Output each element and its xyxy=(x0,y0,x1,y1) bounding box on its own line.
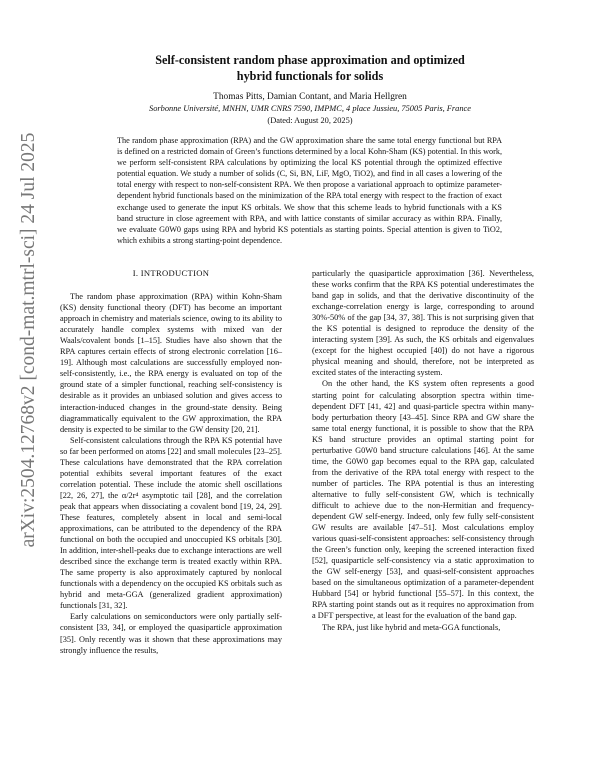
arxiv-stamp xyxy=(14,60,44,620)
abstract: The random phase approximation (RPA) and the GW approximation share the same total energy functional but RPA is defined on a restricted domain of Green’s functions determined by a local Kohn-Sham (KS) potential. In this work, we perform self-consistent RPA calculations by optimizing the local KS potential through the optimized effective potential equation. We study a number of solids (C, Si, BN, LiF, MgO, TiO2), and find in all cases a lowering of the total energy with respect to non-self-consistent RPA. We then propose a variational approach to optimize parameter-dependent hybrid functionals based on the minimization of the RPA total energy with respect to the fraction of exact exchange used to generate the input KS orbitals. We show that this scheme leads to hybrid functionals with a KS band structure in close agreement with RPA, and with lattice constants of similar accuracy as within RPA. Finally, we evaluate G0W0 gaps using RPA and hybrid KS potentials as starting points. Special attention is given to TiO2, which exhibits a strong starting-point dependence. xyxy=(117,136,502,245)
paragraph: Early calculations on semiconductors were only partially self-consistent [33, 34], or employed the quasiparticle approximation [35]. Only recently was it shown that these approximations may strongly influence the results, xyxy=(60,612,282,655)
paragraph: On the other hand, the KS system often represents a good starting point for calculating absorption spectra within time-dependent DFT [41, 42] and quasi-particle spectra within many-body perturbation theory [43–45]. Since RPA and GW share the same total energy functional, it is possible to show that the RPA KS band structure provides an optimal starting point for perturbative G0W0 band structure calculations [46]. At the same time, the G0W0 gap becomes equal to the RPA gap, calculated from the derivative of the RPA total energy with respect to the number of particles. The RPA potential is thus an interesting alternative to fully self-consistent GW, which is technically difficult to achieve due to the non-Hermitian and frequency-dependent GW self-energy. Indeed, only few fully self-consistent GW results are available [47–51]. Most calculations employ various quasi-self-consistent approaches: self-consistency through the Green’s function only, keeping the screened interaction fixed [52], quasiparticle self-consistency via a static approximation to the GW self-energy [53], and quasi-self-consistent approaches based on the simultaneous optimization of a parameter-dependent Hubbard [54] or hybrid functional [55–57]. In this context, the RPA starting point stands out as it requires no approximation from a DFT perspective, at least for the evaluation of the band gap. xyxy=(312,379,534,621)
paragraph: The random phase approximation (RPA) within Kohn-Sham (KS) density functional theory (DFT) has become an important approach in chemistry and materials science, owing to its ability to accurately handle complex systems with mixed van der Waals/covalent bonds [1–15]. Studies have also shown that the RPA captures certain effects of strong electronic correlation [16–19]. Although most calculations are successfully employed non-self-consistently, i.e., the RPA energy is evaluated on top of the ground state of a simpler functional, reaching self-consistency is desirable as it provides an unbiased solution and gives access to interaction-induced changes in the ground-state density. Being diagrammatically equivalent to the GW approximation, the RPA density is expected to be similar to the GW density [20, 21]. xyxy=(60,292,282,434)
paper-title xyxy=(70,52,550,84)
section-heading: I. INTRODUCTION xyxy=(132,268,210,278)
title-line-1: Self-consistent random phase approximation and optimized xyxy=(155,53,465,67)
date-line: (Dated: August 20, 2025) xyxy=(267,116,353,125)
title-line-2: hybrid functionals for solids xyxy=(236,69,384,83)
authors: Thomas Pitts, Damian Contant, and Maria Hellgren xyxy=(213,92,407,102)
left-column xyxy=(60,268,282,656)
paragraph: Self-consistent calculations through the RPA KS potential have so far been performed on atoms [22] and small molecules [23–25]. These calculations have demonstrated that the RPA correlation potential exhibits several important features of the exact correlation potential. These include the atomic shell oscillations [22, 26, 27], the α/2r⁴ asymptotic tail [28], and the correlation peak that appears when dissociating a covalent bond [19, 24, 29]. These features, completely absent in local and semi-local approximations, can be attributed to the dependency of the RPA functional on both the occupied and unoccupied KS orbitals [30]. In addition, inter-shell-peaks due to exchange interactions are well described since the exchange term is treated exactly within RPA. The same property is also approximately captured by nonlocal functionals with a dependency on the occupied KS orbitals such as hybrid and meta-GGA (generalized gradient approximation) functionals [31, 32]. xyxy=(60,435,282,611)
affiliation: Sorbonne Université, MNHN, UMR CNRS 7590, IMPMC, 4 place Jussieu, 75005 Paris, France xyxy=(149,104,471,113)
paragraph: The RPA, just like hybrid and meta-GGA functionals, xyxy=(322,622,501,632)
right-column xyxy=(312,268,534,633)
paragraph: particularly the quasiparticle approximation [36]. Nevertheless, these works confirm that the RPA KS potential underestimates the band gap in solids, and that the derivative discontinuity of the exchange-correlation energy is large, corresponding to around 30%-50% of the gap [34, 37, 38]. This is not surprising given that the KS potential is designed to reproduce the density of the interacting system [39]. As such, the KS orbitals and eigenvalues (except for the highest occupied [40]) do not have a rigorous physical meaning and should, therefore, not be interpreted as excited states of the interacting system. xyxy=(312,269,534,378)
arxiv-stamp-text: arXiv:2504.12768v2 [cond-mat.mtrl-sci] 24 Jul 2025 xyxy=(18,132,39,548)
